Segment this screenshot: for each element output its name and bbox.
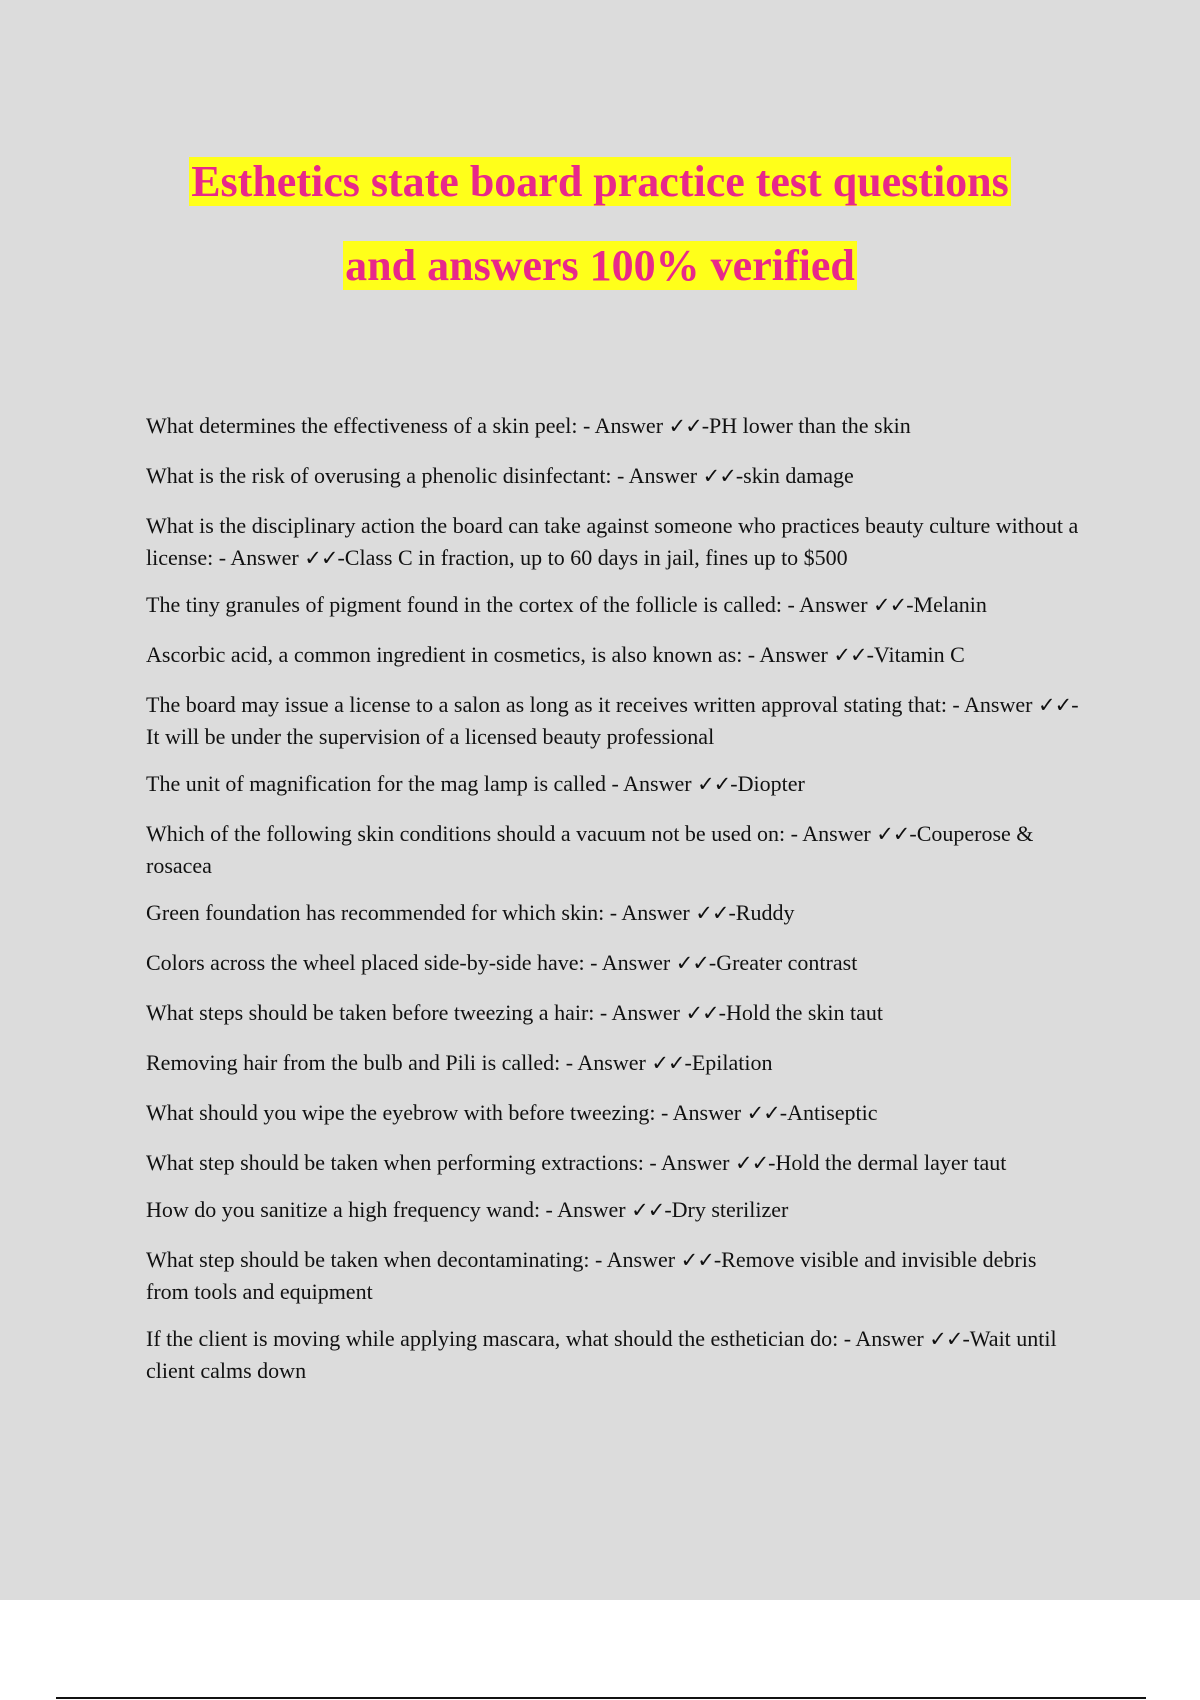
answer-text: -Antiseptic [779,1100,878,1125]
answer-text: -Hold the skin taut [718,1000,884,1025]
double-check-icon: ✓✓ [873,593,907,617]
qa-item [146,1244,1082,1308]
question-text: What is the disciplinary action the board can take against someone who practices beauty culture without a license: - [146,513,1079,570]
answer-text: -Vitamin C [866,642,965,667]
qa-item [146,1047,1082,1079]
question-text: Ascorbic acid, a common ingredient in cosmetics, is also known as: - [146,642,760,667]
qa-item [146,1097,1082,1129]
double-check-icon: ✓✓ [702,464,736,488]
question-text: How do you sanitize a high frequency wand: - [146,1197,558,1222]
double-check-icon: ✓✓ [697,772,731,796]
answer-text: -It will be under the supervision of a licensed beauty professional [146,692,1079,749]
question-text: What step should be taken when decontaminating: - [146,1247,607,1272]
qa-item [146,589,1082,621]
answer-label: Answer [621,900,690,925]
answer-label: Answer [672,1100,742,1125]
qa-item [146,410,1082,442]
question-text: What is the risk of overusing a phenolic disinfectant: - [146,463,629,488]
answer-text: -Remove visible and invisible debris from tools and equipment [146,1247,1037,1304]
answer-label: Answer [628,463,698,488]
double-check-icon: ✓✓ [734,1151,769,1175]
qa-item [146,897,1082,929]
answer-label: Answer [623,771,692,796]
answer-label: Answer [855,1326,924,1351]
title-line-2: and answers 100% verified [345,241,855,290]
answer-label: Answer [799,592,868,617]
bottom-rule [56,1697,1146,1699]
qa-item [146,818,1082,882]
document-title [0,140,1200,308]
double-check-icon: ✓✓ [695,901,729,925]
question-text: The tiny granules of pigment found in the cortex of the follicle is called: - [146,592,800,617]
question-text: The board may issue a license to a salon as long as it receives written approval stating that: - [146,692,965,717]
question-text: What step should be taken when performing extractions: - [146,1150,662,1175]
qa-item [146,510,1082,574]
answer-label: Answer [661,1150,730,1175]
answer-text: -Dry sterilizer [664,1197,789,1222]
question-text: Green foundation has recommended for which skin: - [146,900,622,925]
double-check-icon: ✓✓ [668,414,702,438]
question-text: What should you wipe the eyebrow with before tweezing: - [146,1100,673,1125]
answer-label: Answer [759,642,828,667]
question-text: What steps should be taken before tweezing a hair: - [146,1000,612,1025]
answer-text: -Wait until client calms down [146,1326,1057,1383]
answer-label: Answer [964,692,1033,717]
qa-item [146,768,1082,800]
double-check-icon: ✓✓ [833,643,867,667]
answer-text: -PH lower than the skin [701,413,911,438]
double-check-icon: ✓✓ [1037,693,1072,717]
answer-text: -Couperose & rosacea [146,821,1034,878]
answer-text: -Epilation [684,1050,773,1075]
question-text: If the client is moving while applying mascara, what should the esthetician do: - [146,1326,856,1351]
double-check-icon: ✓✓ [746,1101,780,1125]
answer-text: -Diopter [730,771,805,796]
double-check-icon: ✓✓ [685,1001,719,1025]
answer-label: Answer [577,1050,646,1075]
answer-label: Answer [802,821,871,846]
question-text: Which of the following skin conditions should a vacuum not be used on: - [146,821,803,846]
title-line-1: Esthetics state board practice test questions [191,157,1009,206]
double-check-icon: ✓✓ [675,951,709,975]
qa-item [146,460,1082,492]
question-text: What determines the effectiveness of a skin peel: - [146,413,595,438]
answer-label: Answer [230,545,299,570]
qa-item [146,689,1082,753]
answer-label: Answer [601,950,671,975]
double-check-icon: ✓✓ [304,546,338,570]
double-check-icon: ✓✓ [680,1248,714,1272]
answer-text: -skin damage [735,463,854,488]
answer-label: Answer [557,1197,626,1222]
answer-label: Answer [606,1247,676,1272]
qa-item [146,1194,1082,1226]
answer-text: -Ruddy [728,900,795,925]
qa-item [146,1323,1082,1387]
double-check-icon: ✓✓ [631,1198,665,1222]
double-check-icon: ✓✓ [651,1051,685,1075]
answer-label: Answer [594,413,664,438]
answer-text: -Greater contrast [708,950,858,975]
qa-item [146,1147,1082,1179]
double-check-icon: ✓✓ [876,822,910,846]
qa-item [146,947,1082,979]
answer-label: Answer [611,1000,680,1025]
qa-list [146,410,1082,1402]
answer-text: -Hold the dermal layer taut [768,1150,1007,1175]
answer-text: -Melanin [906,592,987,617]
double-check-icon: ✓✓ [929,1327,963,1351]
answer-text: -Class C in fraction, up to 60 days in jail, fines up to $500 [337,545,848,570]
question-text: Colors across the wheel placed side-by-side have: - [146,950,602,975]
question-text: Removing hair from the bulb and Pili is called: - [146,1050,578,1075]
question-text: The unit of magnification for the mag lamp is called - [146,771,624,796]
qa-item [146,639,1082,671]
qa-item [146,997,1082,1029]
